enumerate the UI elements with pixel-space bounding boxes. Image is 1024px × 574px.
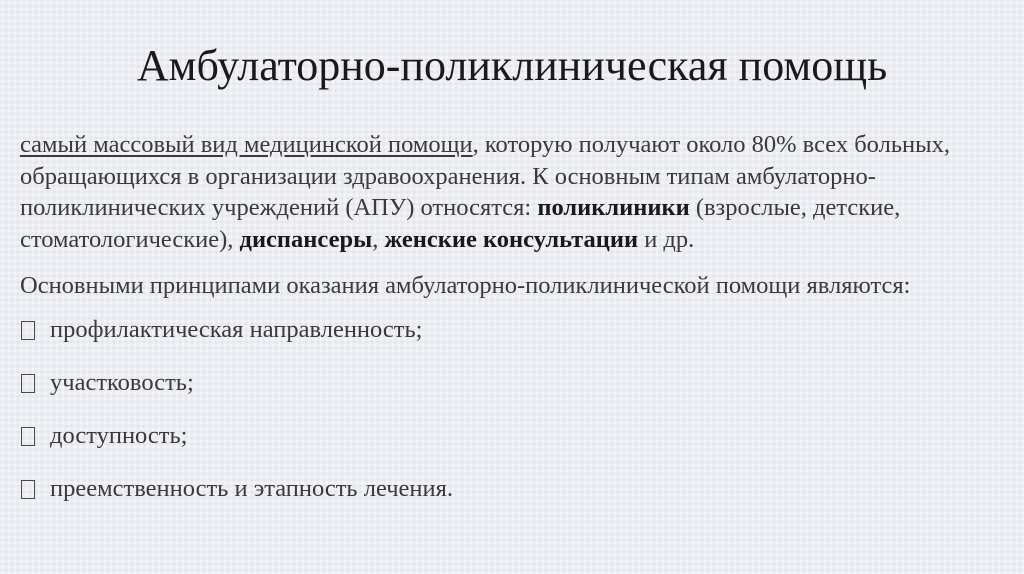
list-item: [20, 368, 1000, 399]
list-item-label: преемственность и этапность лечения.: [50, 475, 454, 503]
list-item-label: доступность;: [50, 422, 188, 450]
intro-text-4: и др.: [638, 225, 695, 253]
list-item-label: участковость;: [50, 369, 194, 397]
list-item: [20, 421, 1000, 452]
intro-text-2: (взрослые, детские, стоматологические),: [20, 194, 901, 253]
list-item: [20, 315, 1000, 346]
intro-bold-polyclinics: поликлиники: [537, 194, 690, 221]
empty-square-icon: [21, 321, 35, 340]
intro-paragraph: [20, 129, 1000, 255]
intro-bold-dispensaries: диспансеры: [239, 225, 373, 253]
empty-square-icon: [21, 427, 35, 446]
empty-square-icon: [21, 480, 35, 499]
slide-title: Амбулаторно-поликлиническая помощь: [136, 41, 888, 90]
slide-body: [20, 129, 1000, 527]
intro-text-1: , которую получают около 80% всех больных, обращающихся в организации здравоохранения. К основным типам амбулаторно-поликлинических учреждений (АПУ) относятся:: [20, 131, 950, 221]
intro-text-3: ,: [372, 225, 385, 253]
list-item: [20, 474, 1000, 505]
empty-square-icon: [21, 374, 35, 393]
principles-list: [20, 315, 1000, 505]
intro-underlined-text: самый массовый вид медицинской помощи: [20, 131, 473, 158]
principles-heading: Основными принципами оказания амбулаторно-поликлинической помощи являются:: [20, 272, 911, 299]
intro-bold-womens-clinics: женские консультации: [384, 225, 639, 253]
list-item-label: профилактическая направленность;: [50, 316, 423, 344]
